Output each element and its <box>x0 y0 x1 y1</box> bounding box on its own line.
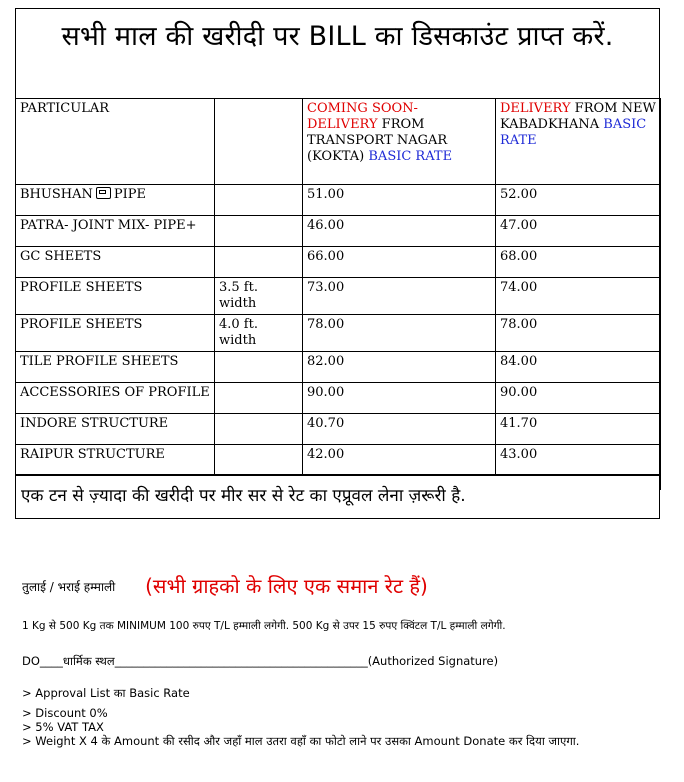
loading-label: तुलाई / भराई हम्माली <box>22 580 116 594</box>
table-row <box>16 315 661 352</box>
row-particular <box>16 185 215 216</box>
row-width <box>215 216 303 247</box>
list-item: > Approval List का Basic Rate <box>22 686 190 700</box>
row-rate-kokta: 46.00 <box>303 216 496 247</box>
row-rate-kokta: 73.00 <box>303 278 496 315</box>
approval-note: एक टन से ज़्यादा की खरीदी पर मीर सर से रेट का एप्रूवल लेना ज़रूरी है. <box>15 474 660 519</box>
loading-line <box>22 572 428 599</box>
rate-table <box>15 98 661 476</box>
row-rate-kabadkhana: 43.00 <box>496 445 661 476</box>
row-width <box>215 247 303 278</box>
row-width <box>215 445 303 476</box>
list-item: > Weight X 4 के Amount की रसीद और जहाँ माल उतरा वहाँ का फोटो लाने पर उसका Amount Donate कर दिया जाएगा. <box>22 734 580 748</box>
table-row <box>16 383 661 414</box>
table-row <box>16 445 661 476</box>
row-width <box>215 352 303 383</box>
signature-line: DO____धार्मिक स्थल____________________________________________(Authorized Signature) <box>22 654 499 668</box>
row-particular: PATRA- JOINT MIX- PIPE+ <box>16 216 215 247</box>
row-rate-kokta: 40.70 <box>303 414 496 445</box>
header-kabadkhana-basic-rate: BASIC RATE <box>500 117 647 148</box>
row-rate-kokta: 90.00 <box>303 383 496 414</box>
row-width: 3.5 ft. width <box>215 278 303 315</box>
table-header-row <box>16 99 661 185</box>
headline: सभी माल की खरीदी पर BILL का डिसकाउंट प्राप्त करें. <box>61 21 614 52</box>
header-kokta <box>303 99 496 185</box>
same-rate-note: (सभी ग्राहको के लिए एक समान रेट हैं) <box>145 574 428 598</box>
row-rate-kabadkhana: 78.00 <box>496 315 661 352</box>
row-width <box>215 414 303 445</box>
table-row <box>16 414 661 445</box>
table-row <box>16 247 661 278</box>
row-particular: RAIPUR STRUCTURE <box>16 445 215 476</box>
header-kokta-location: FROM TRANSPORT NAGAR (KOKTA) <box>307 117 448 164</box>
header-kokta-red: COMING SOON- DELIVERY <box>307 101 418 132</box>
row-particular: PROFILE SHEETS <box>16 315 215 352</box>
table-row <box>16 185 661 216</box>
header-kabadkhana-red: DELIVERY <box>500 101 571 116</box>
row-particular: ACCESSORIES OF PROFILE <box>16 383 215 414</box>
table-row <box>16 352 661 383</box>
hamali-line: 1 Kg से 500 Kg तक MINIMUM 100 रुपए T/L हम्माली लगेगी. 500 Kg से उपर 15 रुपए क्विंटल T/L हम्माली लगेगी. <box>22 620 506 632</box>
border-tick <box>660 474 661 490</box>
row-width <box>215 383 303 414</box>
table-row <box>16 216 661 247</box>
row-particular: PROFILE SHEETS <box>16 278 215 315</box>
table-row <box>16 278 661 315</box>
row-particular: INDORE STRUCTURE <box>16 414 215 445</box>
row-rate-kokta: 66.00 <box>303 247 496 278</box>
row-rate-kokta: 82.00 <box>303 352 496 383</box>
header-kabadkhana <box>496 99 661 185</box>
row-rate-kabadkhana: 90.00 <box>496 383 661 414</box>
row-rate-kokta: 42.00 <box>303 445 496 476</box>
row-width: 4.0 ft. width <box>215 315 303 352</box>
list-item: > 5% VAT TAX <box>22 720 104 734</box>
notes-list <box>22 686 662 748</box>
header-width <box>215 99 303 185</box>
header-kabadkhana-location: FROM NEW KABADKHANA <box>500 101 656 132</box>
row-rate-kabadkhana: 74.00 <box>496 278 661 315</box>
row-rate-kabadkhana: 52.00 <box>496 185 661 216</box>
row-rate-kokta: 78.00 <box>303 315 496 352</box>
header-kokta-basic-rate: BASIC RATE <box>368 149 453 164</box>
row-particular: TILE PROFILE SHEETS <box>16 352 215 383</box>
row-width <box>215 185 303 216</box>
row-rate-kabadkhana: 41.70 <box>496 414 661 445</box>
row-particular: GC SHEETS <box>16 247 215 278</box>
row-particular-text: BHUSHAN <box>20 187 93 202</box>
bhushan-logo-icon <box>96 187 111 199</box>
row-rate-kokta: 51.00 <box>303 185 496 216</box>
list-item: > Discount 0% <box>22 706 108 720</box>
row-particular-text: PIPE <box>113 187 146 202</box>
header-particular: PARTICULAR <box>16 99 215 185</box>
row-rate-kabadkhana: 68.00 <box>496 247 661 278</box>
row-rate-kabadkhana: 47.00 <box>496 216 661 247</box>
row-rate-kabadkhana: 84.00 <box>496 352 661 383</box>
